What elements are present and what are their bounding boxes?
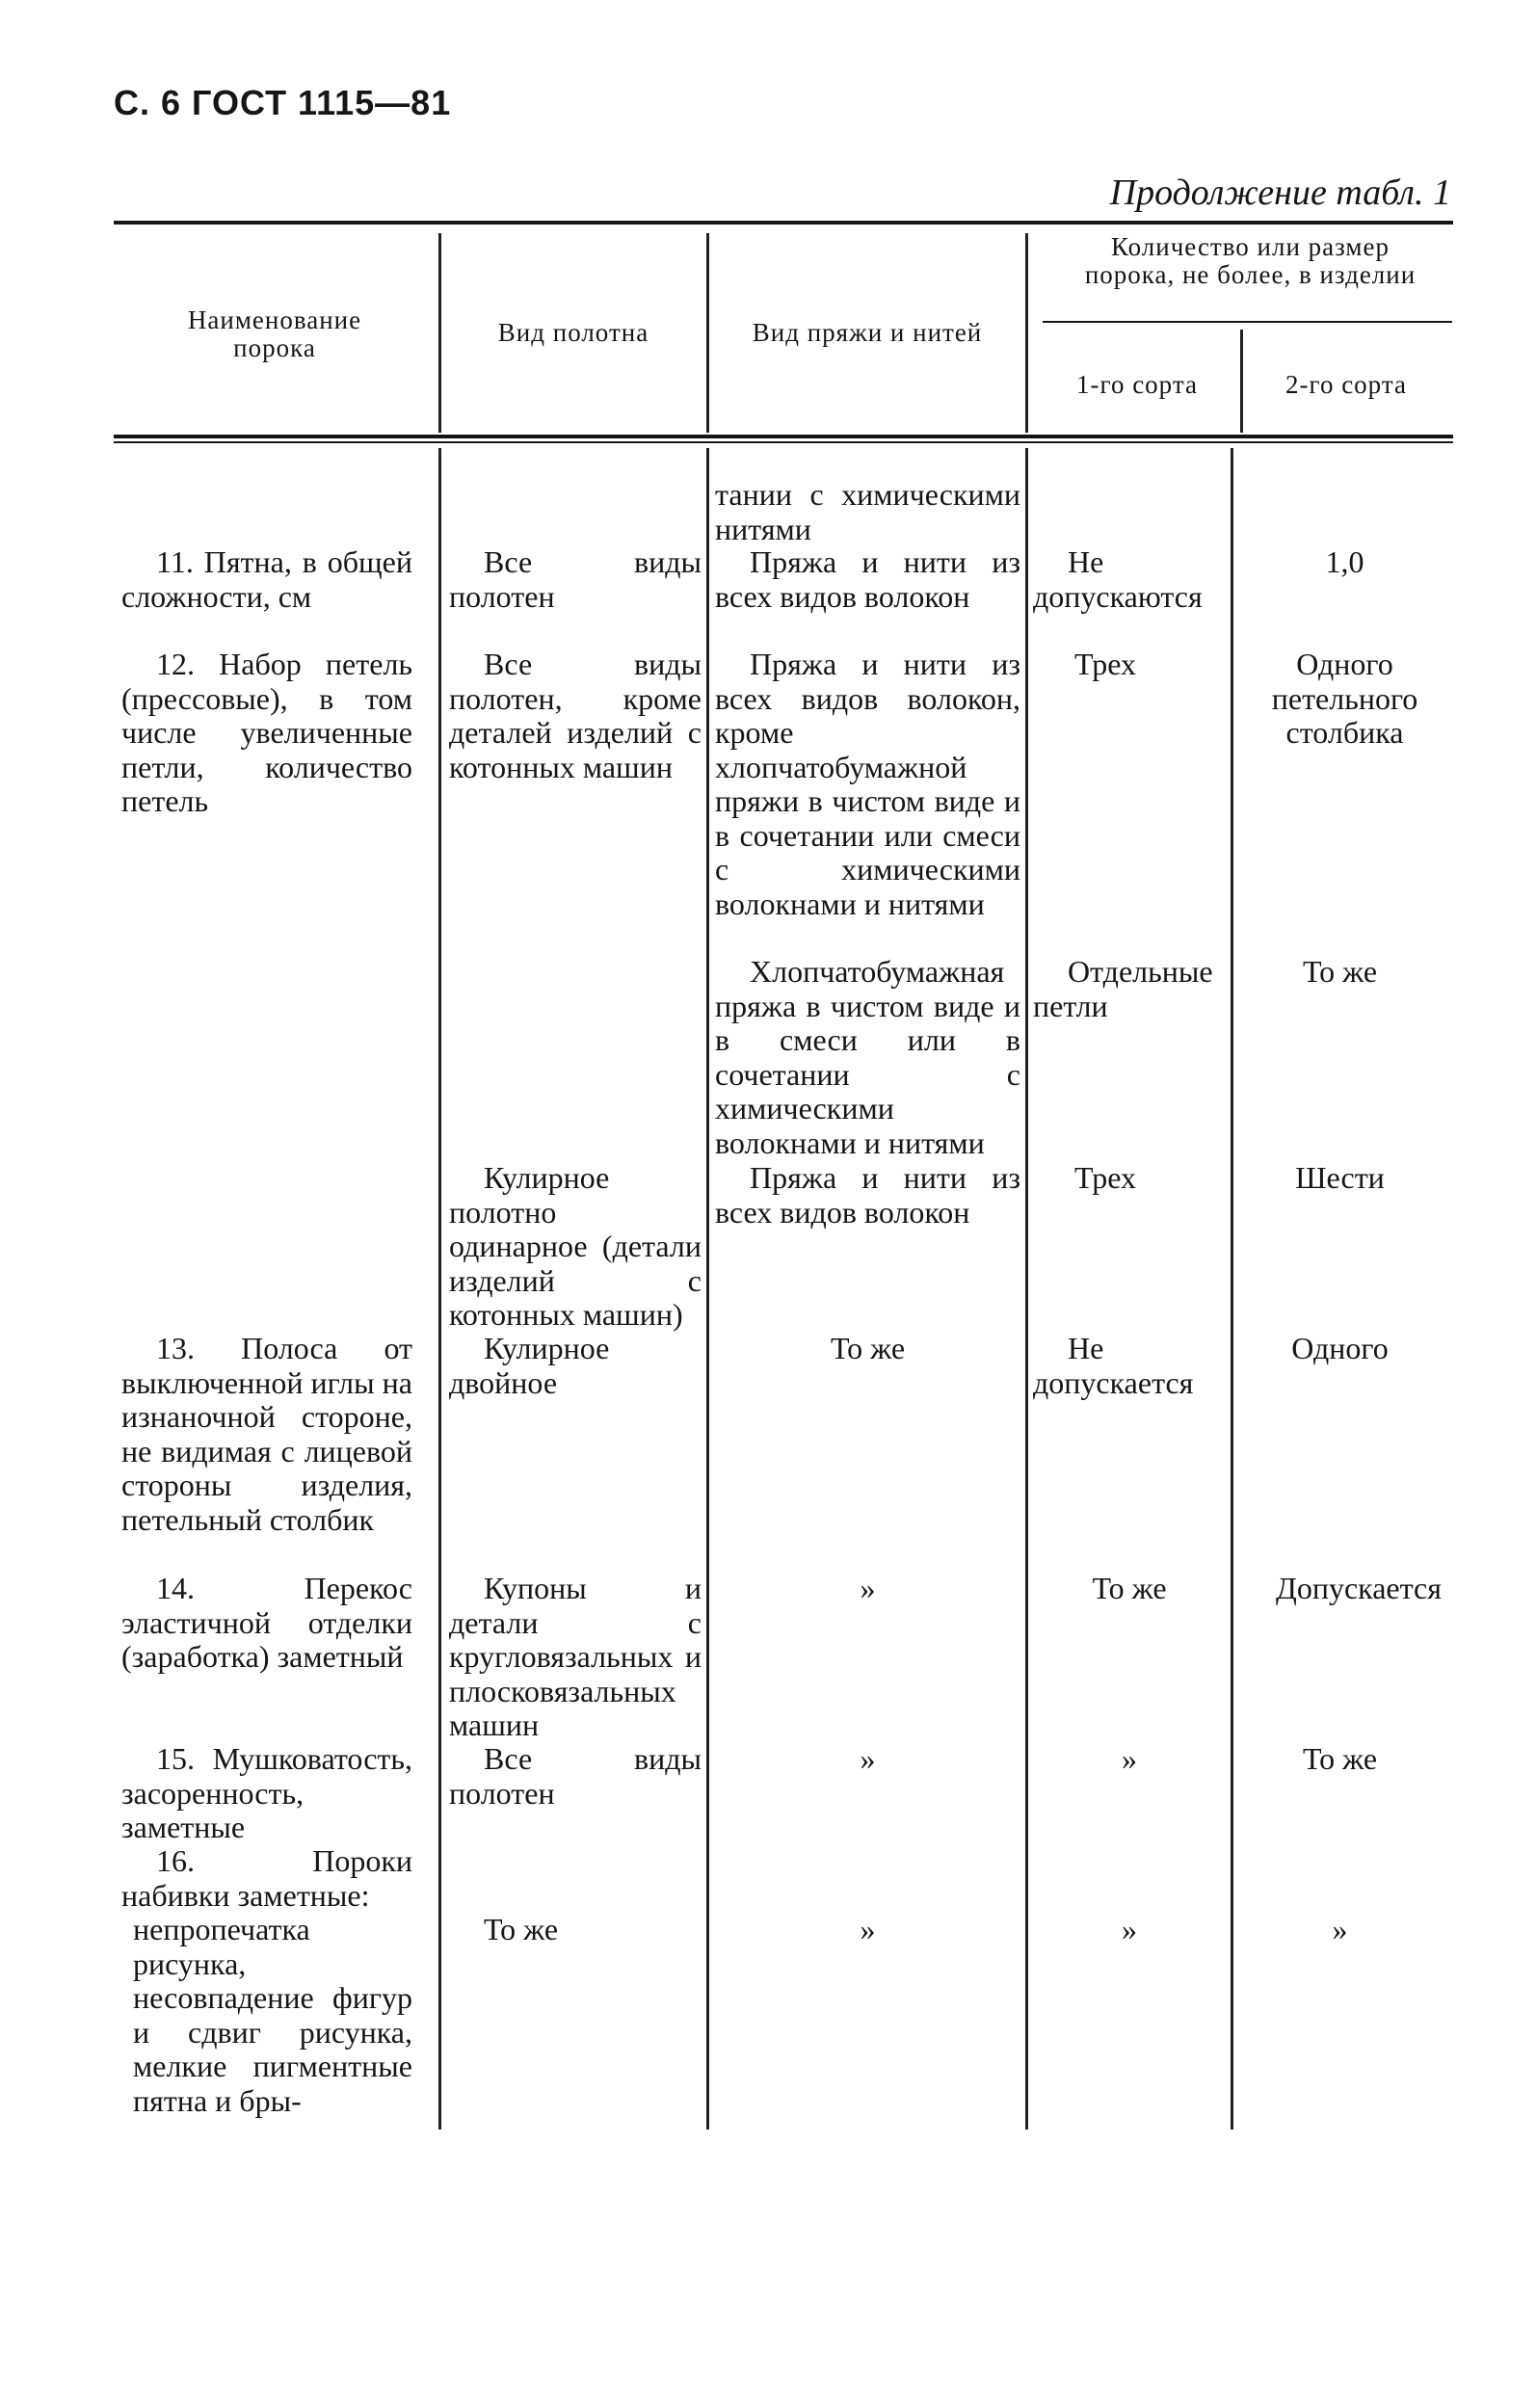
table-row-14-grade2: Допускается [1276, 1571, 1442, 1605]
table-top-rule [114, 221, 1453, 225]
body-col-divider [438, 448, 441, 2130]
table-row-16-defect: 16. Пороки набивки заметные: [121, 1843, 412, 1913]
carryover-yarn: тании с химическими нитями [715, 477, 1020, 546]
header-col-divider [1240, 330, 1243, 433]
table-row-15-yarn: » [860, 1741, 876, 1776]
body-col-divider [1231, 448, 1233, 2130]
table-row-14-fabric: Купоны и детали с кругловязальных и плосковязальных машин [449, 1571, 702, 1742]
table-row-11-grade1: Не допускаются [1033, 544, 1203, 614]
body-col-divider [706, 448, 709, 2130]
header-col-divider [438, 233, 441, 433]
table-row-15-fabric: Все виды полотен [449, 1741, 702, 1811]
table-row-12c-fabric: Кулирное полотно одинарное (детали изделий с котонных машин) [449, 1160, 702, 1332]
table-row-14-yarn: » [860, 1571, 876, 1605]
table-row-13-grade2: Одного [1291, 1331, 1389, 1365]
table-row-12-fabric: Все виды полотен, кроме деталей изделий с котонных машин [449, 647, 702, 784]
table-row-12-grade1: Трех [1073, 647, 1137, 681]
table-row-12b-grade1: Отдельные петли [1033, 954, 1213, 1023]
table-row-13-yarn: То же [830, 1331, 906, 1365]
table-row-13-defect: 13. Полоса от выключенной иглы на изнаночной стороне, не видимая с лицевой стороны изделия, петельный столбик [121, 1331, 412, 1537]
table-row-12b-grade2: То же [1302, 954, 1378, 989]
table-row-12c-yarn: Пряжа и нити из всех видов волокон [715, 1160, 1020, 1230]
table-row-12-yarn: Пряжа и нити из всех видов волокон, кроме хлопчатобумажной пряжи в чистом виде и в сочетании или смеси с химическими волокнами и нитями [715, 647, 1020, 921]
page-header: С. 6 ГОСТ 1115—81 [114, 83, 452, 122]
table-continuation-caption: Продолжение табл. 1 [1109, 172, 1451, 213]
table-row-16a-fabric: То же [484, 1912, 559, 1946]
table-row-15-grade2: То же [1302, 1741, 1378, 1776]
table-row-16a-defect: непропечатка рисунка, несовпадение фигур и сдвиг рисунка, мелкие пигментные пятна и бры- [133, 1912, 412, 2118]
header-grade-1: 1-го сорта [1076, 370, 1198, 399]
table-row-12b-yarn: Хлопчатобумажная пряжа в чистом виде и в смеси или в сочетании с химическими волокнами и нитями [715, 954, 1020, 1160]
table-row-13-grade1: Не допускается [1033, 1331, 1194, 1400]
header-bottom-rule [114, 435, 1453, 438]
table-row-16a-grade2: » [1332, 1912, 1348, 1946]
table-row-13-fabric: Кулирное двойное [449, 1331, 610, 1400]
header-yarn-type: Вид пряжи и нитей [752, 318, 983, 347]
table-row-12-defect: 12. Набор петель (прессовые), в том числе увеличенные петли, количество петель [121, 647, 412, 818]
table-row-14-grade1: То же [1092, 1571, 1167, 1605]
table-row-15-defect: 15. Мушковатость, засоренность, заметные [121, 1741, 412, 1844]
header-grade-2: 2-го сорта [1285, 370, 1407, 399]
header-defect-name: Наименование порока [187, 305, 362, 362]
header-col-divider [1025, 233, 1028, 433]
header-bottom-rule-second [114, 441, 1453, 443]
body-col-divider [1025, 448, 1028, 2130]
table-row-16a-grade1: » [1122, 1912, 1137, 1946]
header-col-divider [706, 233, 709, 433]
table-row-12c-grade1: Трех [1073, 1160, 1137, 1195]
table-row-11-yarn: Пряжа и нити из всех видов волокон [715, 544, 1020, 614]
table-row-14-defect: 14. Перекос эластичной отделки (заработка) заметный [121, 1571, 412, 1674]
table-row-12c-grade2: Шести [1295, 1160, 1385, 1195]
table-row-11-grade2: 1,0 [1325, 544, 1364, 579]
table-row-15-grade1: » [1122, 1741, 1137, 1776]
table-row-11-defect: 11. Пятна, в общей сложности, см [121, 544, 412, 614]
grade-header-divider [1043, 321, 1452, 323]
table-row-11-fabric: Все виды полотен [449, 544, 702, 614]
header-quantity-group: Количество или размер порока, не более, в изделии [1084, 232, 1417, 289]
header-fabric-type: Вид полотна [497, 318, 649, 347]
table-row-16a-yarn: » [860, 1912, 876, 1946]
table-row-12-grade2: Одного петельного столбика [1271, 647, 1418, 750]
